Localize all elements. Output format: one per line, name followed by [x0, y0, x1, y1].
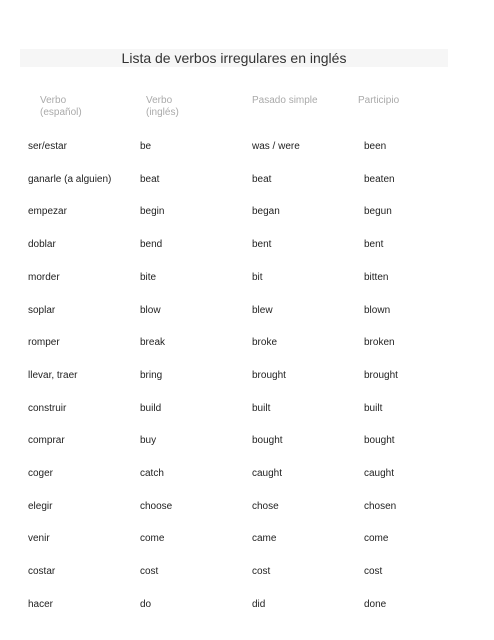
cell-english-verb: come [140, 533, 165, 545]
table-row [0, 137, 494, 157]
cell-simple-past: bent [252, 239, 272, 251]
cell-spanish-verb: empezar [28, 206, 67, 218]
cell-english-verb: be [140, 141, 152, 152]
cell-english-verb: bite [140, 271, 157, 283]
cell-english-verb: begin [140, 206, 165, 218]
header-simple-past: Pasado simple [252, 95, 318, 106]
cell-spanish-verb: construir [28, 402, 67, 414]
cell-simple-past: came [252, 533, 277, 545]
cell-english-verb: catch [140, 468, 164, 479]
header-spanish-verb: Verbo (español) [40, 95, 82, 118]
table-row [0, 399, 494, 419]
cell-participle: chosen [364, 500, 397, 512]
cell-simple-past: cost [252, 566, 271, 578]
cell-spanish-verb: comprar [28, 435, 65, 447]
cell-spanish-verb: elegir [28, 500, 53, 512]
cell-simple-past: bit [252, 271, 263, 283]
cell-participle: beaten [364, 173, 395, 185]
table-row [0, 268, 494, 288]
cell-english-verb: beat [140, 173, 160, 185]
table-row [0, 301, 494, 321]
cell-spanish-verb: hacer [28, 598, 54, 610]
table-row [0, 497, 494, 517]
table-row [0, 170, 494, 190]
cell-spanish-verb: venir [28, 533, 50, 545]
cell-participle: brought [364, 369, 398, 381]
cell-english-verb: break [140, 337, 166, 349]
cell-simple-past: caught [252, 468, 283, 479]
cell-english-verb: bring [140, 369, 163, 381]
cell-simple-past: beat [252, 173, 272, 185]
table-row [0, 464, 494, 484]
cell-participle: bought [364, 435, 395, 447]
cell-english-verb: buy [140, 435, 157, 447]
cell-simple-past: built [252, 402, 271, 414]
cell-participle: come [364, 533, 389, 545]
table-row [0, 562, 494, 582]
cell-participle: bitten [364, 271, 389, 283]
cell-participle: been [364, 141, 387, 152]
cell-spanish-verb: morder [28, 271, 60, 283]
table-row [0, 595, 494, 615]
cell-english-verb: blow [140, 304, 161, 316]
table-row [0, 529, 494, 549]
cell-english-verb: choose [140, 500, 173, 512]
cell-participle: begun [364, 206, 392, 218]
cell-participle: broken [364, 337, 395, 349]
table-row [0, 366, 494, 386]
cell-english-verb: build [140, 402, 162, 414]
cell-spanish-verb: ganarle (a alguien) [28, 173, 112, 185]
cell-participle: blown [364, 304, 391, 316]
cell-spanish-verb: costar [28, 566, 56, 578]
cell-simple-past: began [252, 206, 280, 218]
cell-english-verb: bend [140, 239, 163, 251]
table-row [0, 235, 494, 255]
cell-participle: caught [364, 468, 395, 479]
cell-spanish-verb: soplar [28, 304, 56, 316]
table-row [0, 333, 494, 353]
cell-participle: built [364, 402, 383, 414]
header-participle: Participio [358, 95, 400, 106]
cell-english-verb: cost [140, 566, 159, 578]
cell-spanish-verb: doblar [28, 239, 56, 251]
cell-simple-past: chose [252, 500, 279, 512]
cell-simple-past: bought [252, 435, 283, 447]
cell-spanish-verb: romper [28, 337, 60, 349]
table-row [0, 202, 494, 222]
cell-participle: done [364, 598, 387, 610]
header-english-verb: Verbo (inglés) [146, 95, 179, 118]
table-row [0, 431, 494, 451]
cell-spanish-verb: coger [28, 468, 54, 479]
cell-participle: bent [364, 239, 384, 251]
cell-spanish-verb: llevar, traer [28, 369, 78, 381]
cell-english-verb: do [140, 598, 152, 610]
document-title: Lista de verbos irregulares en inglés [20, 49, 448, 67]
cell-simple-past: brought [252, 369, 286, 381]
cell-simple-past: did [252, 598, 266, 610]
cell-simple-past: was / were [252, 141, 300, 152]
cell-simple-past: blew [252, 304, 273, 316]
cell-simple-past: broke [252, 337, 278, 349]
cell-participle: cost [364, 566, 383, 578]
cell-spanish-verb: ser/estar [28, 141, 67, 152]
